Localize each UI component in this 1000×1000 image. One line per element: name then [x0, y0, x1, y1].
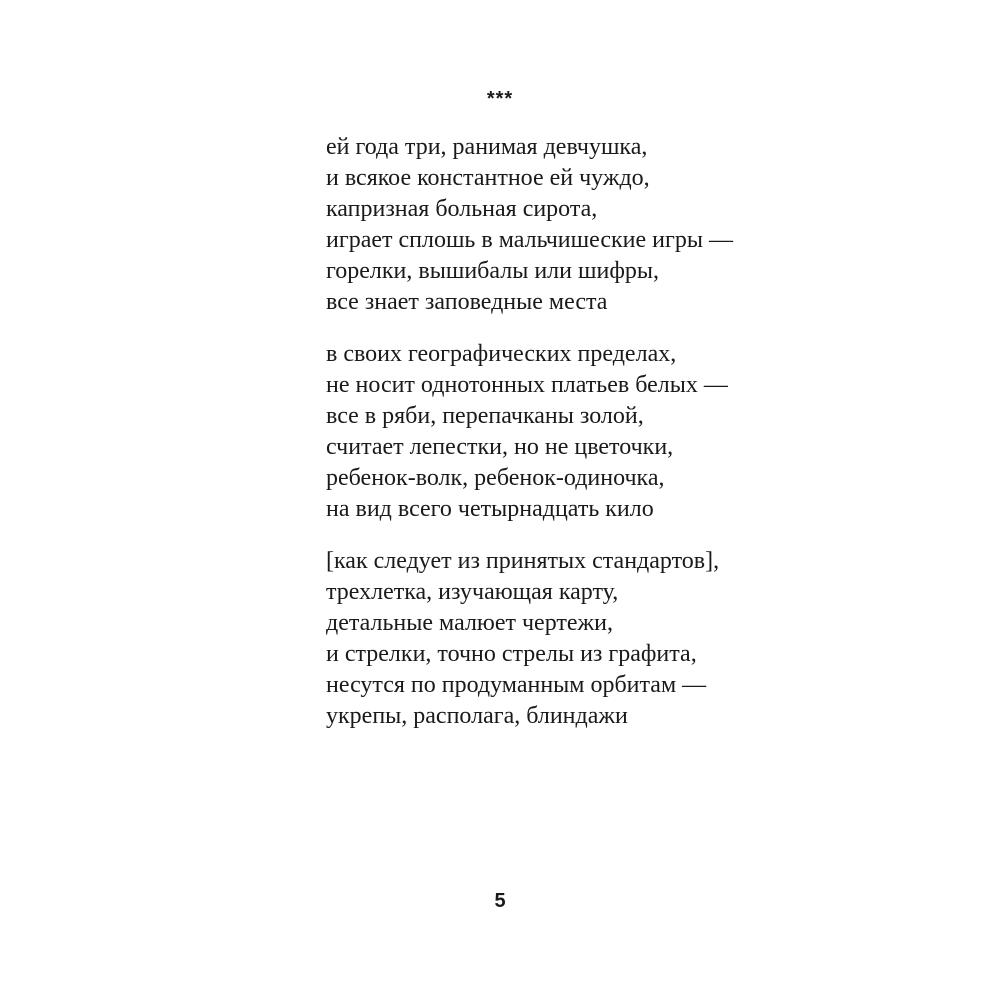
poem-line: на вид всего четырнадцать кило [326, 496, 654, 522]
poem-line: [как следует из принятых стандартов], [326, 548, 720, 574]
poem-line: трехлетка, изучающая карту, [326, 579, 619, 605]
poem-line: укрепы, располага, блиндажи [326, 703, 628, 729]
stanza-3 [326, 546, 826, 732]
poem-line: ей года три, ранимая девчушка, [326, 134, 648, 160]
page-number: 5 [494, 890, 506, 912]
poem-line: играет сплошь в мальчишеские игры — [326, 227, 733, 253]
stanza-2 [326, 339, 826, 525]
poem-line: и всякое константное ей чуждо, [326, 165, 650, 191]
poem-line: не носит однотонных платьев белых — [326, 372, 728, 398]
poem-line: все в ряби, перепачканы золой, [326, 403, 644, 429]
stanza-1 [326, 132, 826, 318]
poem-line: детальные малюет чертежи, [326, 610, 613, 636]
poem-line: горелки, вышибалы или шифры, [326, 258, 659, 284]
poem-line: считает лепестки, но не цветочки, [326, 434, 674, 460]
poem-line: ребенок-волк, ребенок-одиночка, [326, 465, 665, 491]
poem-line: в своих географических пределах, [326, 341, 677, 367]
poem-line: все знает заповедные места [326, 289, 608, 315]
poem-line: капризная больная сирота, [326, 196, 598, 222]
poem-line: и стрелки, точно стрелы из графита, [326, 641, 697, 667]
poem-line: несутся по продуманным орбитам — [326, 672, 707, 698]
section-separator: *** [486, 88, 514, 110]
poem [326, 132, 826, 753]
